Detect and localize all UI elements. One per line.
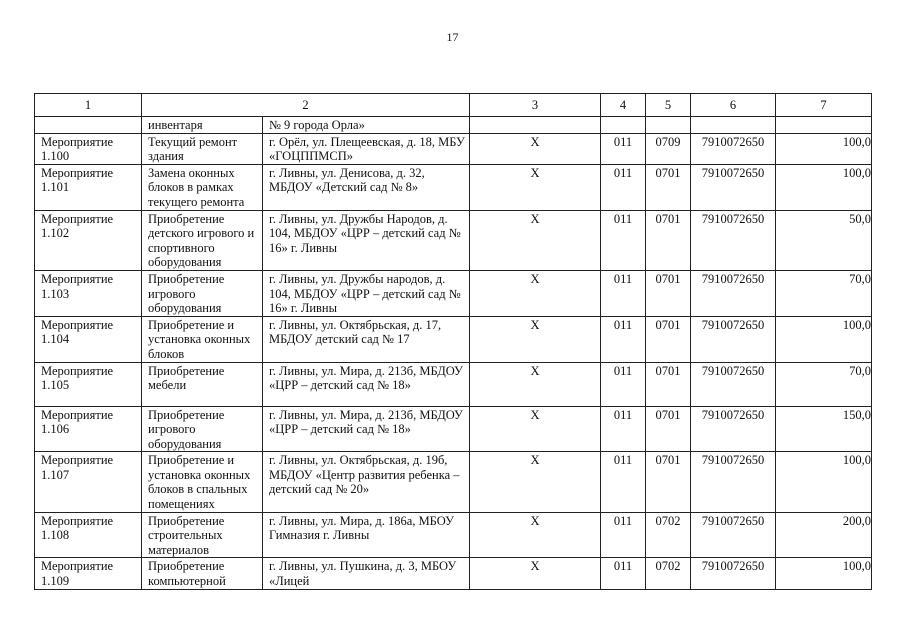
amount-cell: 70,0 [776, 270, 872, 316]
activity-name-cell: Мероприятие 1.102 [35, 210, 142, 270]
x-mark-cell: X [470, 133, 601, 164]
address-cell: г. Ливны, ул. Пушкина, д. 3, МБОУ «Лицей [263, 558, 470, 589]
amount-cell: 200,0 [776, 512, 872, 558]
header-cell-1: 1 [35, 94, 142, 117]
code-4-cell: 011 [601, 210, 646, 270]
address-cell: г. Ливны, ул. Мира, д. 213б, МБДОУ «ЦРР – детский сад № 18» [263, 406, 470, 452]
amount-cell: 100,0 [776, 316, 872, 362]
table-row [35, 512, 872, 558]
x-mark-cell: X [470, 406, 601, 452]
x-mark-cell: X [470, 512, 601, 558]
table-row [35, 164, 872, 210]
continuation-cell-6 [691, 117, 776, 134]
activity-name-cell: Мероприятие 1.104 [35, 316, 142, 362]
code-6-cell: 7910072650 [691, 316, 776, 362]
item-cell: Текущий ремонт здания [142, 133, 263, 164]
header-row [35, 94, 872, 117]
header-cell-5: 5 [646, 94, 691, 117]
table-row [35, 362, 872, 406]
code-4-cell: 011 [601, 316, 646, 362]
header-cell-2: 2 [142, 94, 470, 117]
address-cell: г. Ливны, ул. Октябрьская, д. 19б, МБДОУ «Центр развития ребенка – детский сад № 20» [263, 452, 470, 512]
code-6-cell: 7910072650 [691, 164, 776, 210]
activity-name-cell: Мероприятие 1.107 [35, 452, 142, 512]
code-5-cell: 0701 [646, 164, 691, 210]
item-cell: Приобретение и установка оконных блоков [142, 316, 263, 362]
code-6-cell: 7910072650 [691, 270, 776, 316]
code-4-cell: 011 [601, 512, 646, 558]
code-5-cell: 0702 [646, 558, 691, 589]
address-cell: г. Ливны, ул. Дружбы Народов, д. 104, МБДОУ «ЦРР – детский сад № 16» г. Ливны [263, 210, 470, 270]
code-5-cell: 0701 [646, 406, 691, 452]
address-cell: г. Орёл, ул. Плещеевская, д. 18, МБУ «ГОЦППМСП» [263, 133, 470, 164]
table-row [35, 406, 872, 452]
address-cell: г. Ливны, ул. Мира, д. 213б, МБДОУ «ЦРР – детский сад № 18» [263, 362, 470, 406]
table-row [35, 133, 872, 164]
activity-name-cell: Мероприятие 1.108 [35, 512, 142, 558]
amount-cell: 70,0 [776, 362, 872, 406]
address-cell: г. Ливны, ул. Денисова, д. 32, МБДОУ «Детский сад № 8» [263, 164, 470, 210]
x-mark-cell: X [470, 270, 601, 316]
continuation-cell-1 [35, 117, 142, 134]
page-number: 17 [446, 30, 459, 44]
continuation-cell-5 [646, 117, 691, 134]
item-cell: Приобретение компьютерной [142, 558, 263, 589]
table-row [35, 316, 872, 362]
continuation-cell-2b: № 9 города Орла» [263, 117, 470, 134]
code-6-cell: 7910072650 [691, 452, 776, 512]
item-cell: Приобретение игрового оборудования [142, 270, 263, 316]
code-4-cell: 011 [601, 164, 646, 210]
table-row [35, 270, 872, 316]
item-cell: Замена оконных блоков в рамках текущего ремонта [142, 164, 263, 210]
activity-name-cell: Мероприятие 1.100 [35, 133, 142, 164]
code-5-cell: 0701 [646, 316, 691, 362]
address-cell: г. Ливны, ул. Октябрьская, д. 17, МБДОУ детский сад № 17 [263, 316, 470, 362]
activity-name-cell: Мероприятие 1.103 [35, 270, 142, 316]
code-6-cell: 7910072650 [691, 512, 776, 558]
code-5-cell: 0709 [646, 133, 691, 164]
table-row [35, 452, 872, 512]
table-row [35, 558, 872, 589]
amount-cell: 100,0 [776, 452, 872, 512]
header-cell-7: 7 [776, 94, 872, 117]
x-mark-cell: X [470, 362, 601, 406]
x-mark-cell: X [470, 452, 601, 512]
amount-cell: 100,0 [776, 164, 872, 210]
item-cell: Приобретение строительных материалов [142, 512, 263, 558]
amount-cell: 100,0 [776, 133, 872, 164]
continuation-cell-3 [470, 117, 601, 134]
table-row [35, 210, 872, 270]
x-mark-cell: X [470, 558, 601, 589]
item-cell: Приобретение и установка оконных блоков в спальных помещениях [142, 452, 263, 512]
amount-cell: 100,0 [776, 558, 872, 589]
x-mark-cell: X [470, 210, 601, 270]
amount-cell: 150,0 [776, 406, 872, 452]
activity-name-cell: Мероприятие 1.109 [35, 558, 142, 589]
code-6-cell: 7910072650 [691, 406, 776, 452]
continuation-cell-7 [776, 117, 872, 134]
continuation-cell-4 [601, 117, 646, 134]
activity-name-cell: Мероприятие 1.106 [35, 406, 142, 452]
activity-name-cell: Мероприятие 1.105 [35, 362, 142, 406]
activities-table [34, 93, 872, 590]
address-cell: г. Ливны, ул. Мира, д. 186а, МБОУ Гимназия г. Ливны [263, 512, 470, 558]
code-5-cell: 0701 [646, 362, 691, 406]
code-4-cell: 011 [601, 270, 646, 316]
continuation-cell-2a: инвентаря [142, 117, 263, 134]
amount-cell: 50,0 [776, 210, 872, 270]
item-cell: Приобретение детского игрового и спортивного оборудования [142, 210, 263, 270]
item-cell: Приобретение мебели [142, 362, 263, 406]
code-6-cell: 7910072650 [691, 133, 776, 164]
code-5-cell: 0702 [646, 512, 691, 558]
address-cell: г. Ливны, ул. Дружбы народов, д. 104, МБДОУ «ЦРР – детский сад № 16» г. Ливны [263, 270, 470, 316]
code-6-cell: 7910072650 [691, 362, 776, 406]
code-5-cell: 0701 [646, 270, 691, 316]
header-cell-3: 3 [470, 94, 601, 117]
continuation-row [35, 117, 872, 134]
code-4-cell: 011 [601, 362, 646, 406]
activity-name-cell: Мероприятие 1.101 [35, 164, 142, 210]
code-6-cell: 7910072650 [691, 558, 776, 589]
code-6-cell: 7910072650 [691, 210, 776, 270]
table-body [35, 94, 872, 590]
code-4-cell: 011 [601, 558, 646, 589]
item-cell: Приобретение игрового оборудования [142, 406, 263, 452]
code-4-cell: 011 [601, 406, 646, 452]
x-mark-cell: X [470, 316, 601, 362]
code-4-cell: 011 [601, 133, 646, 164]
code-4-cell: 011 [601, 452, 646, 512]
header-cell-6: 6 [691, 94, 776, 117]
x-mark-cell: X [470, 164, 601, 210]
code-5-cell: 0701 [646, 210, 691, 270]
code-5-cell: 0701 [646, 452, 691, 512]
header-cell-4: 4 [601, 94, 646, 117]
